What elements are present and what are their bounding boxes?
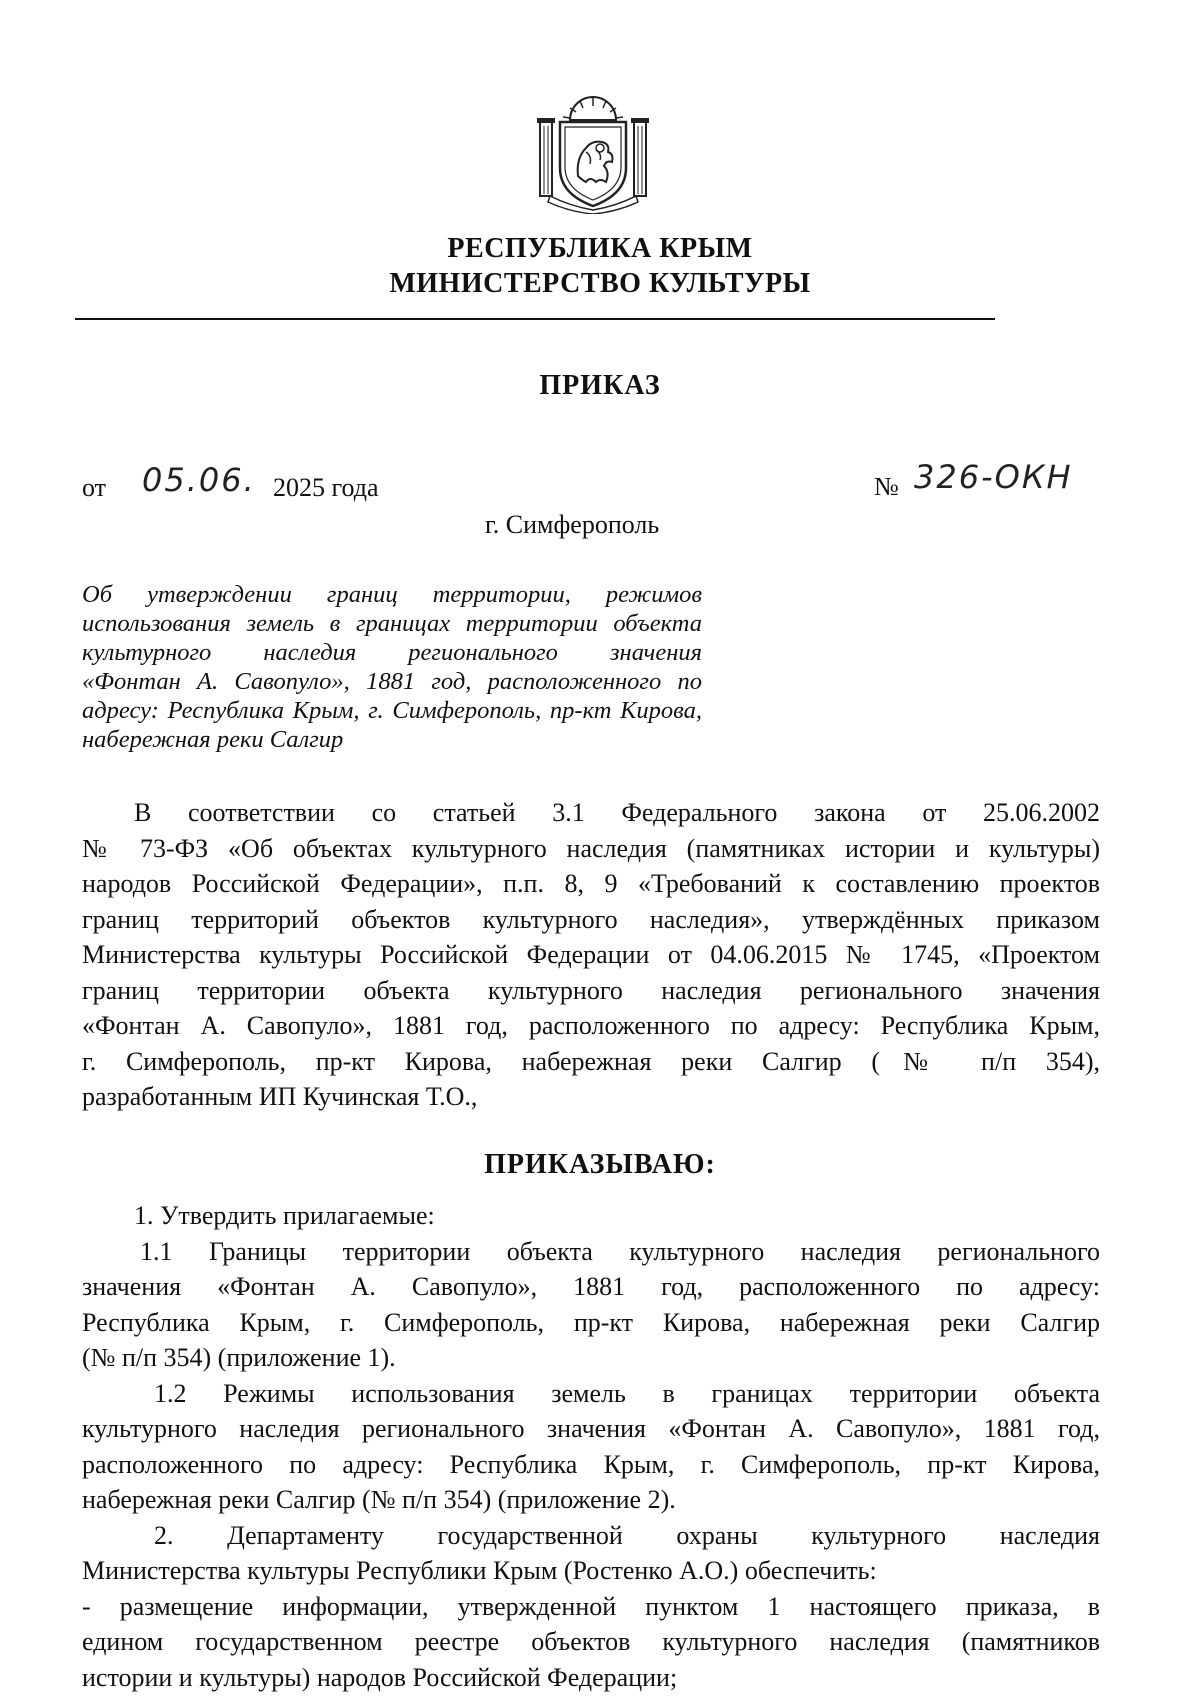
order-subject xyxy=(82,580,702,754)
preamble-line: № 73-ФЗ «Об объектах культурного наследия (памятниках истории и культуры) xyxy=(82,833,1100,863)
item-2-line: 2. Департаменту государственной охраны культурного наследия xyxy=(154,1520,1100,1550)
preamble-line: В соответствии со статьей 3.1 Федерального закона от 25.06.2002 xyxy=(134,798,1100,827)
coat-of-arms-emblem xyxy=(530,96,656,214)
preamble-line: границ территории объекта культурного наследия регионального значения xyxy=(82,975,1100,1005)
item-2-line: едином государственном реестре объектов культурного наследия (памятников xyxy=(82,1627,1100,1656)
subject-line: набережная реки Салгир xyxy=(82,726,344,753)
city-name: г. Симферополь xyxy=(485,510,660,539)
item-1: 1. Утвердить прилагаемые: xyxy=(134,1201,435,1230)
subject-line: «Фонтан А. Савопуло», 1881 год, расположенного по xyxy=(82,668,702,695)
preamble-line: г. Симферополь, пр-кт Кирова, набережная реки Салгир (№ п/п 354), xyxy=(82,1046,1100,1076)
order-title: ПРИКАЗ xyxy=(539,370,661,401)
subject-line: Об утверждении границ территории, режимов xyxy=(82,581,702,608)
preamble-line: границ территорий объектов культурного наследия», утверждённых приказом xyxy=(82,904,1100,934)
ministry-title: МИНИСТЕРСТВО КУЛЬТУРЫ xyxy=(389,268,811,299)
item-1-1-line: 1.1 Границы территории объекта культурного наследия регионального xyxy=(140,1236,1100,1266)
preamble-line: народов Российской Федерации», п.п. 8, 9 «Требований к составлению проектов xyxy=(82,869,1100,898)
item-2-line: Министерства культуры Республики Крым (Ростенко А.О.) обеспечить: xyxy=(82,1556,877,1585)
subject-line: культурного наследия регионального значения xyxy=(82,639,702,666)
preamble-line: «Фонтан А. Савопуло», 1881 год, расположенного по адресу: Республика Крым, xyxy=(82,1011,1100,1040)
item-1-1-line: Республика Крым, г. Симферополь, пр-кт Кирова, набережная реки Салгир xyxy=(82,1307,1100,1337)
item-1-1-line: значения «Фонтан А. Савопуло», 1881 год, расположенного по адресу: xyxy=(82,1272,1100,1301)
handwritten-date: 05.06. xyxy=(142,461,256,499)
order-items xyxy=(82,1198,1100,1695)
preamble-line: Министерства культуры Российской Федерации от 04.06.2015 № 1745, «Проектом xyxy=(82,940,1100,969)
republic-title: РЕСПУБЛИКА КРЫМ xyxy=(447,233,753,264)
item-1-2-line: культурного наследия регионального значения «Фонтан А. Савопуло», 1881 год, xyxy=(82,1414,1100,1443)
item-1-2-line: 1.2 Режимы использования земель в границах территории объекта xyxy=(154,1378,1100,1408)
preamble xyxy=(82,795,1100,1115)
handwritten-number: 326-ОКН xyxy=(914,458,1073,496)
date-year: 2025 года xyxy=(273,473,379,502)
subject-line: использования земель в границах территории объекта xyxy=(82,610,702,637)
preamble-line: разработанным ИП Кучинская Т.О., xyxy=(82,1082,478,1111)
item-1-2-line: расположенного по адресу: Республика Крым, г. Симферополь, пр-кт Кирова, xyxy=(82,1449,1100,1479)
header-divider xyxy=(75,318,995,320)
decree-heading: ПРИКАЗЫВАЮ: xyxy=(484,1149,716,1180)
number-prefix: № xyxy=(874,472,899,501)
item-2-line: - размещение информации, утвержденной пунктом 1 настоящего приказа, в xyxy=(82,1591,1100,1621)
item-1-1-line: (№ п/п 354) (приложение 1). xyxy=(82,1343,396,1372)
item-1-2-line: набережная реки Салгир (№ п/п 354) (приложение 2). xyxy=(82,1485,676,1514)
subject-line: адресу: Республика Крым, г. Симферополь, пр-кт Кирова, xyxy=(82,697,702,724)
item-2-line: истории и культуры) народов Российской Федерации; xyxy=(82,1662,678,1692)
date-prefix: от xyxy=(82,473,107,502)
